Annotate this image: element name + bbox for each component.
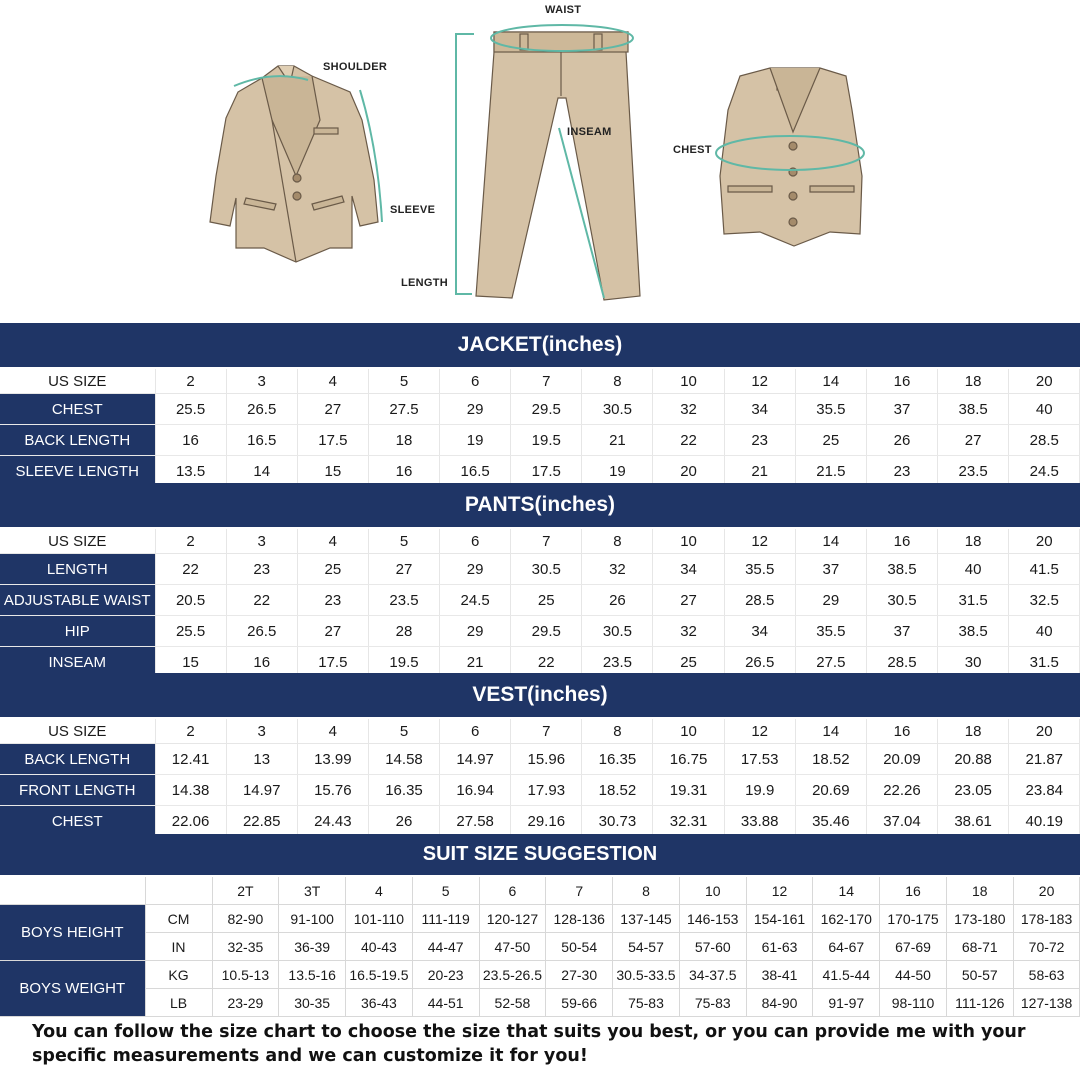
measurement-cell: 14.97 (440, 744, 511, 775)
measurement-cell: 38.5 (866, 554, 937, 585)
range-cell: 146-153 (679, 905, 746, 933)
measurement-cell: 17.5 (511, 456, 582, 487)
measurement-cell: 29 (440, 394, 511, 425)
group-label: BOYS WEIGHT (0, 961, 145, 1017)
measurement-cell: 22 (511, 647, 582, 678)
measurement-cell: 37 (866, 616, 937, 647)
measurement-cell: 21.87 (1009, 744, 1080, 775)
range-cell: 10.5-13 (212, 961, 279, 989)
range-cell: 91-100 (279, 905, 346, 933)
measurement-cell: 24.43 (297, 806, 368, 837)
measurement-cell: 19 (582, 456, 653, 487)
measurement-cell: 35.46 (795, 806, 866, 837)
measurement-cell: 26 (866, 425, 937, 456)
measurement-cell: 23 (297, 585, 368, 616)
range-cell: 50-54 (546, 933, 613, 961)
measurement-cell: 15.96 (511, 744, 582, 775)
table-row (0, 616, 1080, 647)
length-measure-line (456, 34, 474, 294)
pants-title: PANTS(inches) (0, 483, 1080, 527)
measurement-cell: 23.5 (368, 585, 439, 616)
range-cell: 111-119 (412, 905, 479, 933)
range-cell: 50-57 (946, 961, 1013, 989)
jacket-size-table (0, 369, 1080, 487)
measurement-cell: 40 (1009, 616, 1080, 647)
size-header-cell: 5 (368, 529, 439, 554)
measurement-cell: 30.5 (511, 554, 582, 585)
measurement-cell: 15 (155, 647, 226, 678)
measurement-cell: 27.58 (440, 806, 511, 837)
table-row (0, 394, 1080, 425)
measurement-cell: 17.5 (297, 647, 368, 678)
measurement-cell: 16 (226, 647, 297, 678)
measurement-cell: 32.31 (653, 806, 724, 837)
measurement-cell: 16.35 (368, 775, 439, 806)
measurement-cell: 28 (368, 616, 439, 647)
measurement-cell: 22.26 (866, 775, 937, 806)
measurement-cell: 17.5 (297, 425, 368, 456)
measurement-cell: 19 (440, 425, 511, 456)
table-row (0, 456, 1080, 487)
range-cell: 36-43 (346, 989, 413, 1017)
size-header-cell: 18 (938, 529, 1009, 554)
range-cell: 54-57 (613, 933, 680, 961)
row-label: CHEST (0, 394, 155, 425)
size-header-cell: 18 (938, 369, 1009, 394)
measurement-cell: 19.5 (368, 647, 439, 678)
unit-label: CM (145, 905, 212, 933)
range-cell: 44-50 (880, 961, 947, 989)
measurement-cell: 40 (938, 554, 1009, 585)
suit-size-suggestion-table (0, 877, 1080, 1017)
size-header-cell: 20 (1013, 877, 1080, 905)
measurement-cell: 13 (226, 744, 297, 775)
row-label: HIP (0, 616, 155, 647)
table-row (0, 905, 1080, 933)
size-header-cell: 12 (724, 369, 795, 394)
measurement-cell: 12.41 (155, 744, 226, 775)
garment-illustration (0, 0, 1080, 322)
measurement-cell: 16.5 (440, 456, 511, 487)
measurement-cell: 13.99 (297, 744, 368, 775)
measurement-cell: 23 (866, 456, 937, 487)
range-cell: 98-110 (880, 989, 947, 1017)
size-header-cell: 3 (226, 529, 297, 554)
range-cell: 68-71 (946, 933, 1013, 961)
measurement-cell: 26.5 (226, 616, 297, 647)
table-row (0, 744, 1080, 775)
size-header-cell: 14 (813, 877, 880, 905)
range-cell: 30.5-33.5 (613, 961, 680, 989)
measurement-cell: 25.5 (155, 394, 226, 425)
table-row (0, 806, 1080, 837)
unit-label: LB (145, 989, 212, 1017)
range-cell: 178-183 (1013, 905, 1080, 933)
measurement-cell: 22 (226, 585, 297, 616)
measurement-cell: 29 (440, 554, 511, 585)
vest-size-table (0, 719, 1080, 837)
measurement-cell: 20.88 (938, 744, 1009, 775)
measurement-cell: 24.5 (1009, 456, 1080, 487)
size-header-cell: 8 (582, 529, 653, 554)
range-cell: 75-83 (679, 989, 746, 1017)
size-header-cell: 7 (511, 369, 582, 394)
size-header-cell: 5 (368, 719, 439, 744)
range-cell: 111-126 (946, 989, 1013, 1017)
pants-size-table (0, 529, 1080, 678)
measurement-cell: 27 (297, 394, 368, 425)
measurement-cell: 23.5 (582, 647, 653, 678)
size-header-cell: 2T (212, 877, 279, 905)
size-header-cell: 3 (226, 369, 297, 394)
measurement-cell: 15 (297, 456, 368, 487)
row-label: LENGTH (0, 554, 155, 585)
measurement-cell: 26 (582, 585, 653, 616)
range-cell: 58-63 (1013, 961, 1080, 989)
measurement-cell: 19.5 (511, 425, 582, 456)
measurement-cell: 21 (582, 425, 653, 456)
size-header-cell: 18 (946, 877, 1013, 905)
range-cell: 64-67 (813, 933, 880, 961)
measurement-cell: 38.5 (938, 616, 1009, 647)
measurement-cell: 34 (724, 394, 795, 425)
measurement-cell: 27.5 (368, 394, 439, 425)
table-row (0, 425, 1080, 456)
range-cell: 173-180 (946, 905, 1013, 933)
measurement-cell: 37.04 (866, 806, 937, 837)
size-header-cell: 14 (795, 529, 866, 554)
size-header-cell: 8 (582, 719, 653, 744)
range-cell: 32-35 (212, 933, 279, 961)
measurement-cell: 18 (368, 425, 439, 456)
range-cell: 52-58 (479, 989, 546, 1017)
measurement-cell: 35.5 (795, 394, 866, 425)
row-label: SLEEVE LENGTH (0, 456, 155, 487)
length-label: LENGTH (401, 277, 449, 289)
unit-label: IN (145, 933, 212, 961)
range-cell: 57-60 (679, 933, 746, 961)
measurement-cell: 30.5 (582, 616, 653, 647)
range-cell: 82-90 (212, 905, 279, 933)
range-cell: 23.5-26.5 (479, 961, 546, 989)
pants-header-row (0, 529, 1080, 554)
range-cell: 75-83 (613, 989, 680, 1017)
size-header-cell: 16 (880, 877, 947, 905)
size-header-cell: 20 (1009, 529, 1080, 554)
measurement-cell: 28.5 (866, 647, 937, 678)
measurement-cell: 26.5 (724, 647, 795, 678)
us-size-label: US SIZE (0, 719, 155, 744)
measurement-cell: 20.5 (155, 585, 226, 616)
size-header-cell: 6 (440, 719, 511, 744)
measurement-cell: 27 (653, 585, 724, 616)
measurement-cell: 29 (795, 585, 866, 616)
measurement-cell: 25 (511, 585, 582, 616)
range-cell: 101-110 (346, 905, 413, 933)
size-header-cell: 7 (511, 719, 582, 744)
measurement-cell: 20.69 (795, 775, 866, 806)
row-label: CHEST (0, 806, 155, 837)
range-cell: 44-51 (412, 989, 479, 1017)
range-cell: 40-43 (346, 933, 413, 961)
size-header-cell: 6 (440, 529, 511, 554)
size-header-cell: 12 (746, 877, 813, 905)
measurement-cell: 19.31 (653, 775, 724, 806)
measurement-cell: 34 (653, 554, 724, 585)
measurement-cell: 27 (938, 425, 1009, 456)
size-header-cell: 2 (155, 369, 226, 394)
range-cell: 30-35 (279, 989, 346, 1017)
measurement-cell: 27 (297, 616, 368, 647)
measurement-cell: 22 (155, 554, 226, 585)
range-cell: 67-69 (880, 933, 947, 961)
size-header-cell: 10 (653, 529, 724, 554)
size-header-cell: 8 (613, 877, 680, 905)
jacket-header-row (0, 369, 1080, 394)
measurement-cell: 25 (653, 647, 724, 678)
size-header-cell: 16 (866, 719, 937, 744)
measurement-cell: 41.5 (1009, 554, 1080, 585)
size-header-cell: 20 (1009, 719, 1080, 744)
range-cell: 38-41 (746, 961, 813, 989)
range-cell: 91-97 (813, 989, 880, 1017)
vest-header-row (0, 719, 1080, 744)
waist-label: WAIST (545, 4, 582, 16)
measurement-cell: 40.19 (1009, 806, 1080, 837)
row-label: FRONT LENGTH (0, 775, 155, 806)
table-row (0, 585, 1080, 616)
size-header-cell: 8 (582, 369, 653, 394)
measurement-cell: 21 (724, 456, 795, 487)
measurement-cell: 37 (795, 554, 866, 585)
size-header-cell: 10 (653, 719, 724, 744)
suit-header-row (0, 877, 1080, 905)
measurement-cell: 19.9 (724, 775, 795, 806)
measurement-cell: 30 (938, 647, 1009, 678)
measurement-cell: 15.76 (297, 775, 368, 806)
measurement-cell: 14.58 (368, 744, 439, 775)
range-cell: 84-90 (746, 989, 813, 1017)
size-header-cell: 20 (1009, 369, 1080, 394)
measurement-cell: 38.61 (938, 806, 1009, 837)
measurement-cell: 26.5 (226, 394, 297, 425)
unit-label: KG (145, 961, 212, 989)
measurement-cell: 21 (440, 647, 511, 678)
measurement-cell: 29.5 (511, 616, 582, 647)
measurement-cell: 35.5 (795, 616, 866, 647)
chest-label: CHEST (673, 144, 712, 156)
measurement-cell: 24.5 (440, 585, 511, 616)
measurement-cell: 32 (653, 394, 724, 425)
measurement-cell: 37 (866, 394, 937, 425)
range-cell: 16.5-19.5 (346, 961, 413, 989)
size-header-cell: 3T (279, 877, 346, 905)
measurement-cell: 20.09 (866, 744, 937, 775)
table-row (0, 989, 1080, 1017)
size-header-cell: 7 (546, 877, 613, 905)
shoulder-label: SHOULDER (323, 61, 388, 73)
measurement-cell: 30.5 (866, 585, 937, 616)
measurement-cell: 16.75 (653, 744, 724, 775)
range-cell: 27-30 (546, 961, 613, 989)
range-cell: 127-138 (1013, 989, 1080, 1017)
measurement-cell: 22 (653, 425, 724, 456)
measurement-cell: 28.5 (724, 585, 795, 616)
us-size-label: US SIZE (0, 369, 155, 394)
measurement-cell: 16 (368, 456, 439, 487)
measurement-cell: 23 (226, 554, 297, 585)
measurement-cell: 31.5 (1009, 647, 1080, 678)
measurement-cell: 16 (155, 425, 226, 456)
size-header-cell: 4 (297, 529, 368, 554)
measurement-cell: 23 (724, 425, 795, 456)
measurement-cell: 13.5 (155, 456, 226, 487)
size-header-cell: 6 (440, 369, 511, 394)
row-label: ADJUSTABLE WAIST (0, 585, 155, 616)
sleeve-label: SLEEVE (390, 204, 436, 216)
measurement-cell: 16.35 (582, 744, 653, 775)
measurement-cell: 18.52 (582, 775, 653, 806)
measurement-cell: 21.5 (795, 456, 866, 487)
size-header-cell: 2 (155, 719, 226, 744)
measurement-cell: 18.52 (795, 744, 866, 775)
measurement-cell: 30.5 (582, 394, 653, 425)
range-cell: 154-161 (746, 905, 813, 933)
size-header-cell: 12 (724, 529, 795, 554)
measurement-cell: 27 (368, 554, 439, 585)
range-cell: 44-47 (412, 933, 479, 961)
measurement-cell: 25 (297, 554, 368, 585)
measurement-cell: 28.5 (1009, 425, 1080, 456)
size-header-cell: 12 (724, 719, 795, 744)
measurement-cell: 17.93 (511, 775, 582, 806)
size-header-cell: 10 (653, 369, 724, 394)
garments-drawing (0, 0, 1080, 322)
measurement-cell: 35.5 (724, 554, 795, 585)
range-cell: 128-136 (546, 905, 613, 933)
measurement-cell: 31.5 (938, 585, 1009, 616)
footer-note: You can follow the size chart to choose the size that suits you best, or you can provide me with your specific measurements and we can customize it for you! (32, 1022, 1026, 1066)
measurement-cell: 32 (653, 616, 724, 647)
measurement-cell: 23.05 (938, 775, 1009, 806)
range-cell: 120-127 (479, 905, 546, 933)
jacket-drawing (210, 66, 378, 262)
measurement-cell: 29.16 (511, 806, 582, 837)
suit-title: SUIT SIZE SUGGESTION (0, 834, 1080, 875)
size-header-cell: 18 (938, 719, 1009, 744)
measurement-cell: 30.73 (582, 806, 653, 837)
size-header-cell: 4 (297, 369, 368, 394)
range-cell: 170-175 (880, 905, 947, 933)
measurement-cell: 32.5 (1009, 585, 1080, 616)
row-label: INSEAM (0, 647, 155, 678)
range-cell: 59-66 (546, 989, 613, 1017)
size-header-cell: 6 (479, 877, 546, 905)
measurement-cell: 23.84 (1009, 775, 1080, 806)
range-cell: 13.5-16 (279, 961, 346, 989)
us-size-label: US SIZE (0, 529, 155, 554)
measurement-cell: 29.5 (511, 394, 582, 425)
measurement-cell: 14.97 (226, 775, 297, 806)
measurement-cell: 25.5 (155, 616, 226, 647)
range-cell: 162-170 (813, 905, 880, 933)
measurement-cell: 16.94 (440, 775, 511, 806)
size-header-cell: 10 (679, 877, 746, 905)
measurement-cell: 14.38 (155, 775, 226, 806)
measurement-cell: 25 (795, 425, 866, 456)
range-cell: 47-50 (479, 933, 546, 961)
size-header-cell: 14 (795, 719, 866, 744)
blank-cell (145, 877, 212, 905)
measurement-cell: 26 (368, 806, 439, 837)
size-header-cell: 14 (795, 369, 866, 394)
measurement-cell: 34 (724, 616, 795, 647)
size-header-cell: 16 (866, 369, 937, 394)
size-header-cell: 3 (226, 719, 297, 744)
measurement-cell: 22.06 (155, 806, 226, 837)
size-header-cell: 4 (297, 719, 368, 744)
blank-cell (0, 877, 145, 905)
range-cell: 137-145 (613, 905, 680, 933)
measurement-cell: 16.5 (226, 425, 297, 456)
row-label: BACK LENGTH (0, 744, 155, 775)
pants-drawing (476, 32, 640, 300)
size-header-cell: 7 (511, 529, 582, 554)
range-cell: 70-72 (1013, 933, 1080, 961)
measurement-cell: 22.85 (226, 806, 297, 837)
range-cell: 34-37.5 (679, 961, 746, 989)
measurement-cell: 29 (440, 616, 511, 647)
table-row (0, 933, 1080, 961)
jacket-title: JACKET(inches) (0, 323, 1080, 367)
range-cell: 23-29 (212, 989, 279, 1017)
row-label: BACK LENGTH (0, 425, 155, 456)
measurement-cell: 32 (582, 554, 653, 585)
measurement-cell: 20 (653, 456, 724, 487)
size-header-cell: 2 (155, 529, 226, 554)
measurement-cell: 38.5 (938, 394, 1009, 425)
vest-drawing (720, 68, 862, 246)
vest-title: VEST(inches) (0, 673, 1080, 717)
inseam-label: INSEAM (567, 126, 612, 138)
range-cell: 20-23 (412, 961, 479, 989)
range-cell: 41.5-44 (813, 961, 880, 989)
group-label: BOYS HEIGHT (0, 905, 145, 961)
range-cell: 36-39 (279, 933, 346, 961)
measurement-cell: 27.5 (795, 647, 866, 678)
measurement-cell: 23.5 (938, 456, 1009, 487)
measurement-cell: 33.88 (724, 806, 795, 837)
table-row (0, 961, 1080, 989)
size-header-cell: 4 (346, 877, 413, 905)
measurement-cell: 14 (226, 456, 297, 487)
size-header-cell: 16 (866, 529, 937, 554)
size-header-cell: 5 (368, 369, 439, 394)
table-row (0, 554, 1080, 585)
measurement-cell: 17.53 (724, 744, 795, 775)
size-header-cell: 5 (412, 877, 479, 905)
table-row (0, 775, 1080, 806)
measurement-cell: 40 (1009, 394, 1080, 425)
range-cell: 61-63 (746, 933, 813, 961)
